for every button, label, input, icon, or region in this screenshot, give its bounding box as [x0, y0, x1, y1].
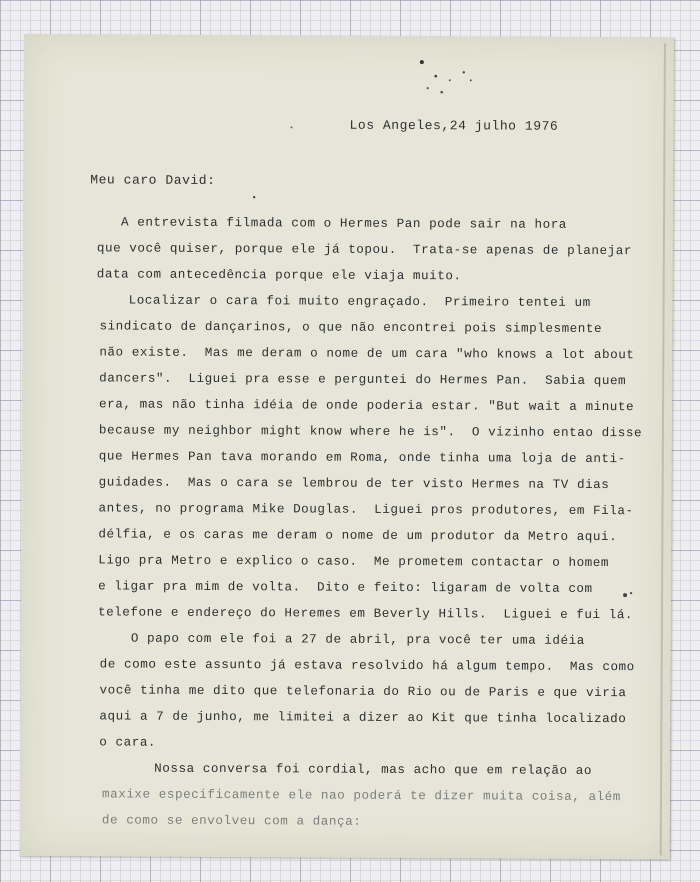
paragraph-4-line-1: Nossa conversa foi cordial, mas acho que em relação ao	[154, 761, 592, 778]
letter-salutation: Meu caro David:	[90, 172, 216, 189]
paragraph-1-line-2: que você quiser, porque ele já topou. Trata-se apenas de planejar	[96, 241, 633, 259]
paragraph-1-line-3: data com antecedência porque ele viaja muito.	[96, 267, 462, 284]
paragraph-2-line-5: era, mas não tinha idéia de onde poderia estar. "But wait a minute	[99, 397, 635, 415]
paragraph-2-line-13: telefone e endereço do Heremes em Beverly Hills. Liguei e fui lá.	[97, 605, 634, 623]
paragraph-3-line-3: você tinha me dito que telefonaria do Rio ou de Paris e que viria	[99, 683, 627, 701]
paragraph-4-line-2: maxixe especificamente ele nao poderá te dizer muita coisa, além	[101, 787, 621, 805]
paragraph-2-line-9: antes, no programa Mike Douglas. Liguei pros produtores, em Fila-	[98, 501, 634, 519]
paragraph-2-line-4: dancers". Liguei pra esse e perguntei do Hermes Pan. Sabia quem	[99, 371, 627, 389]
paragraph-1-line-1: A entrevista filmada com o Hermes Pan pode sair na hora	[120, 215, 567, 232]
letter-sheet	[20, 34, 674, 859]
paragraph-3-line-5: o cara.	[99, 735, 157, 750]
paragraph-2-line-10: délfia, e os caras me deram o nome de um produtor da Metro aqui.	[98, 527, 618, 545]
paragraph-3-line-1: O papo com ele foi a 27 de abril, pra você ter uma idéia	[130, 631, 585, 648]
paragraph-2-line-3: não existe. Mas me deram o nome de um cara "who knows a lot about	[99, 345, 635, 363]
paragraph-3-line-2: de como este assunto já estava resolvido há algum tempo. Mas como	[99, 657, 635, 675]
paragraph-2-line-8: guidades. Mas o cara se lembrou de ter visto Hermes na TV dias	[98, 475, 610, 493]
paragraph-3-line-4: aqui a 7 de junho, me limitei a dizer ao Kit que tinha localizado	[99, 709, 627, 727]
paragraph-4-line-3: de como se envolveu com a dança:	[101, 813, 362, 829]
letter-date: Los Angeles,24 julho 1976	[349, 117, 559, 134]
paragraph-2-line-7: que Hermes Pan tava morando em Roma, onde tinha uma loja de anti-	[98, 449, 626, 467]
paragraph-2-line-2: sindicato de dançarinos, o que não encontrei pois simplesmente	[99, 319, 603, 337]
paragraph-2-line-6: because my neighbor might know where he is". O vizinho entao disse	[98, 423, 643, 441]
paragraph-2-line-11: Ligo pra Metro e explico o caso. Me prometem contactar o homem	[98, 553, 610, 571]
paragraph-2-line-1: Localizar o cara foi muito engraçado. Primeiro tentei um	[128, 293, 591, 310]
paragraph-2-line-12: e ligar pra mim de volta. Dito e feito: ligaram de volta com	[98, 579, 593, 596]
